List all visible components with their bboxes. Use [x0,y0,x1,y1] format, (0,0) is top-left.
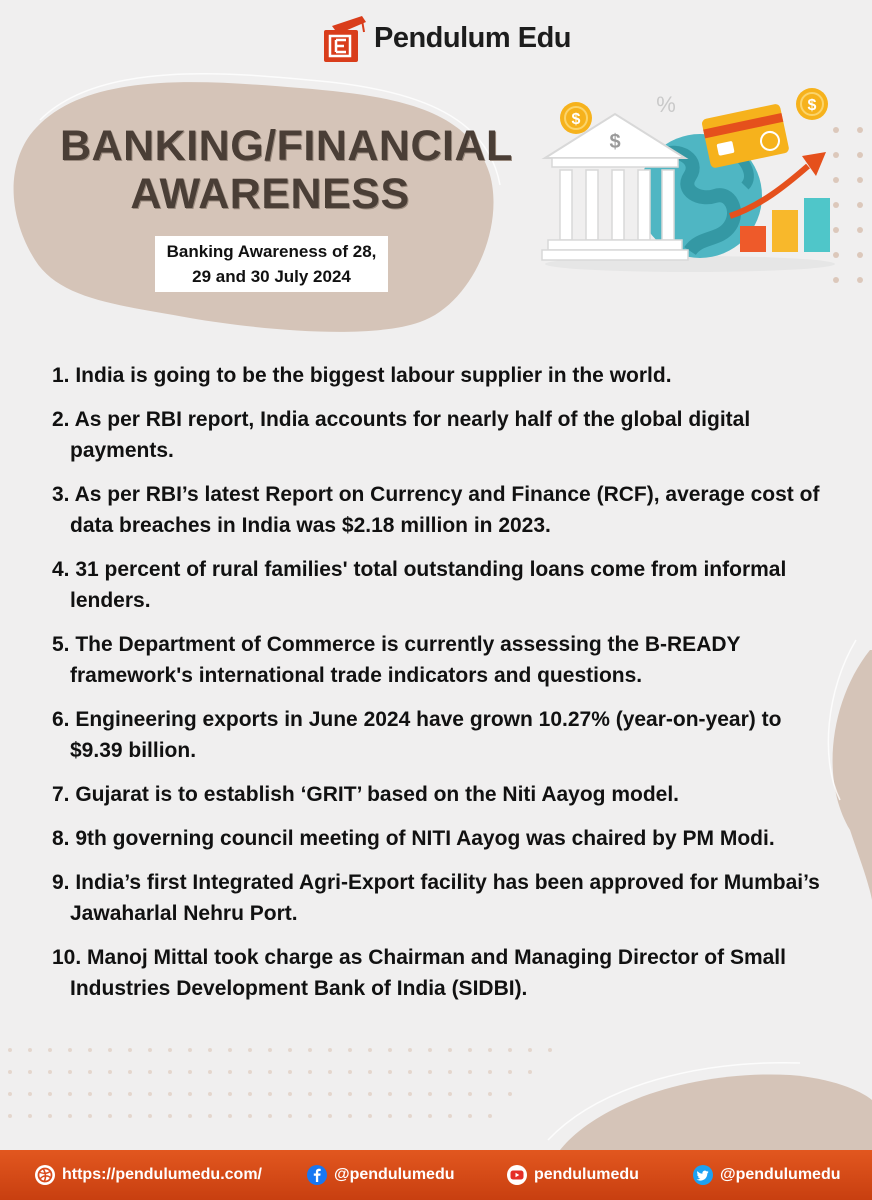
list-item: 4. 31 percent of rural families' total outstanding loans come from informal lenders. [52,558,787,612]
brand-logo[interactable] [322,8,571,68]
footer-bar [0,1150,872,1200]
list-item: 3. As per RBI’s latest Report on Currency and Finance (RCF), average cost of data breaches in India was $2.18 million in 2023. [52,483,820,537]
list-item: 6. Engineering exports in June 2024 have grown 10.27% (year-on-year) to $9.39 billion. [52,708,782,762]
coin-dollar-symbol-left: $ [571,111,581,128]
footer-facebook-link[interactable] [306,1163,454,1187]
list-item: 5. The Department of Commerce is currently assessing the B-READY framework's international trade indicators and questions. [52,633,741,687]
subtitle-line-2: 29 and 30 July 2024 [192,267,351,286]
pendulum-logo-icon [322,12,368,64]
facebook-icon [306,1164,328,1186]
title-line-1: BANKING/FINANCIAL [60,122,513,170]
brand-name-suffix: Edu [517,21,572,54]
brand-name-main: Pendulum [374,21,511,54]
list-item: 2. As per RBI report, India accounts for nearly half of the global digital payments. [52,408,751,462]
twitter-handle: @pendulumedu [720,1166,841,1183]
percent-symbol: % [656,92,676,117]
facebook-handle: @pendulumedu [334,1166,455,1183]
footer-twitter-link[interactable] [692,1163,840,1187]
list-item: 9. India’s first Integrated Agri-Export facility has been approved for Mumbai’s Jawaharlal Nehru Port. [52,871,820,925]
title-line-2: AWARENESS [130,170,410,218]
list-item: 1. India is going to be the biggest labour supplier in the world. [52,364,672,387]
youtube-icon [506,1164,528,1186]
youtube-handle: pendulumedu [534,1166,639,1183]
subtitle-line-1: Banking Awareness of 28, [166,242,377,261]
footer-youtube-link[interactable] [506,1163,639,1187]
page-title [60,122,513,218]
bank-dollar-symbol: $ [609,131,621,153]
date-subtitle-box [155,236,388,292]
footer-website-link[interactable] [34,1163,262,1187]
twitter-icon [692,1164,714,1186]
brand-name [374,22,571,55]
globe-icon [34,1164,56,1186]
bank-globe-finance-icon [540,86,840,276]
list-item: 10. Manoj Mittal took charge as Chairman and Managing Director of Small Industries Development Bank of India (SIDBI). [52,946,786,1000]
list-item: 8. 9th governing council meeting of NITI Aayog was chaired by PM Modi. [52,827,775,850]
list-item: 7. Gujarat is to establish ‘GRIT’ based on the Niti Aayog model. [52,783,680,806]
coin-dollar-symbol-right: $ [807,97,817,114]
awareness-points-list [52,360,822,1017]
website-url: https://pendulumedu.com/ [62,1166,262,1183]
